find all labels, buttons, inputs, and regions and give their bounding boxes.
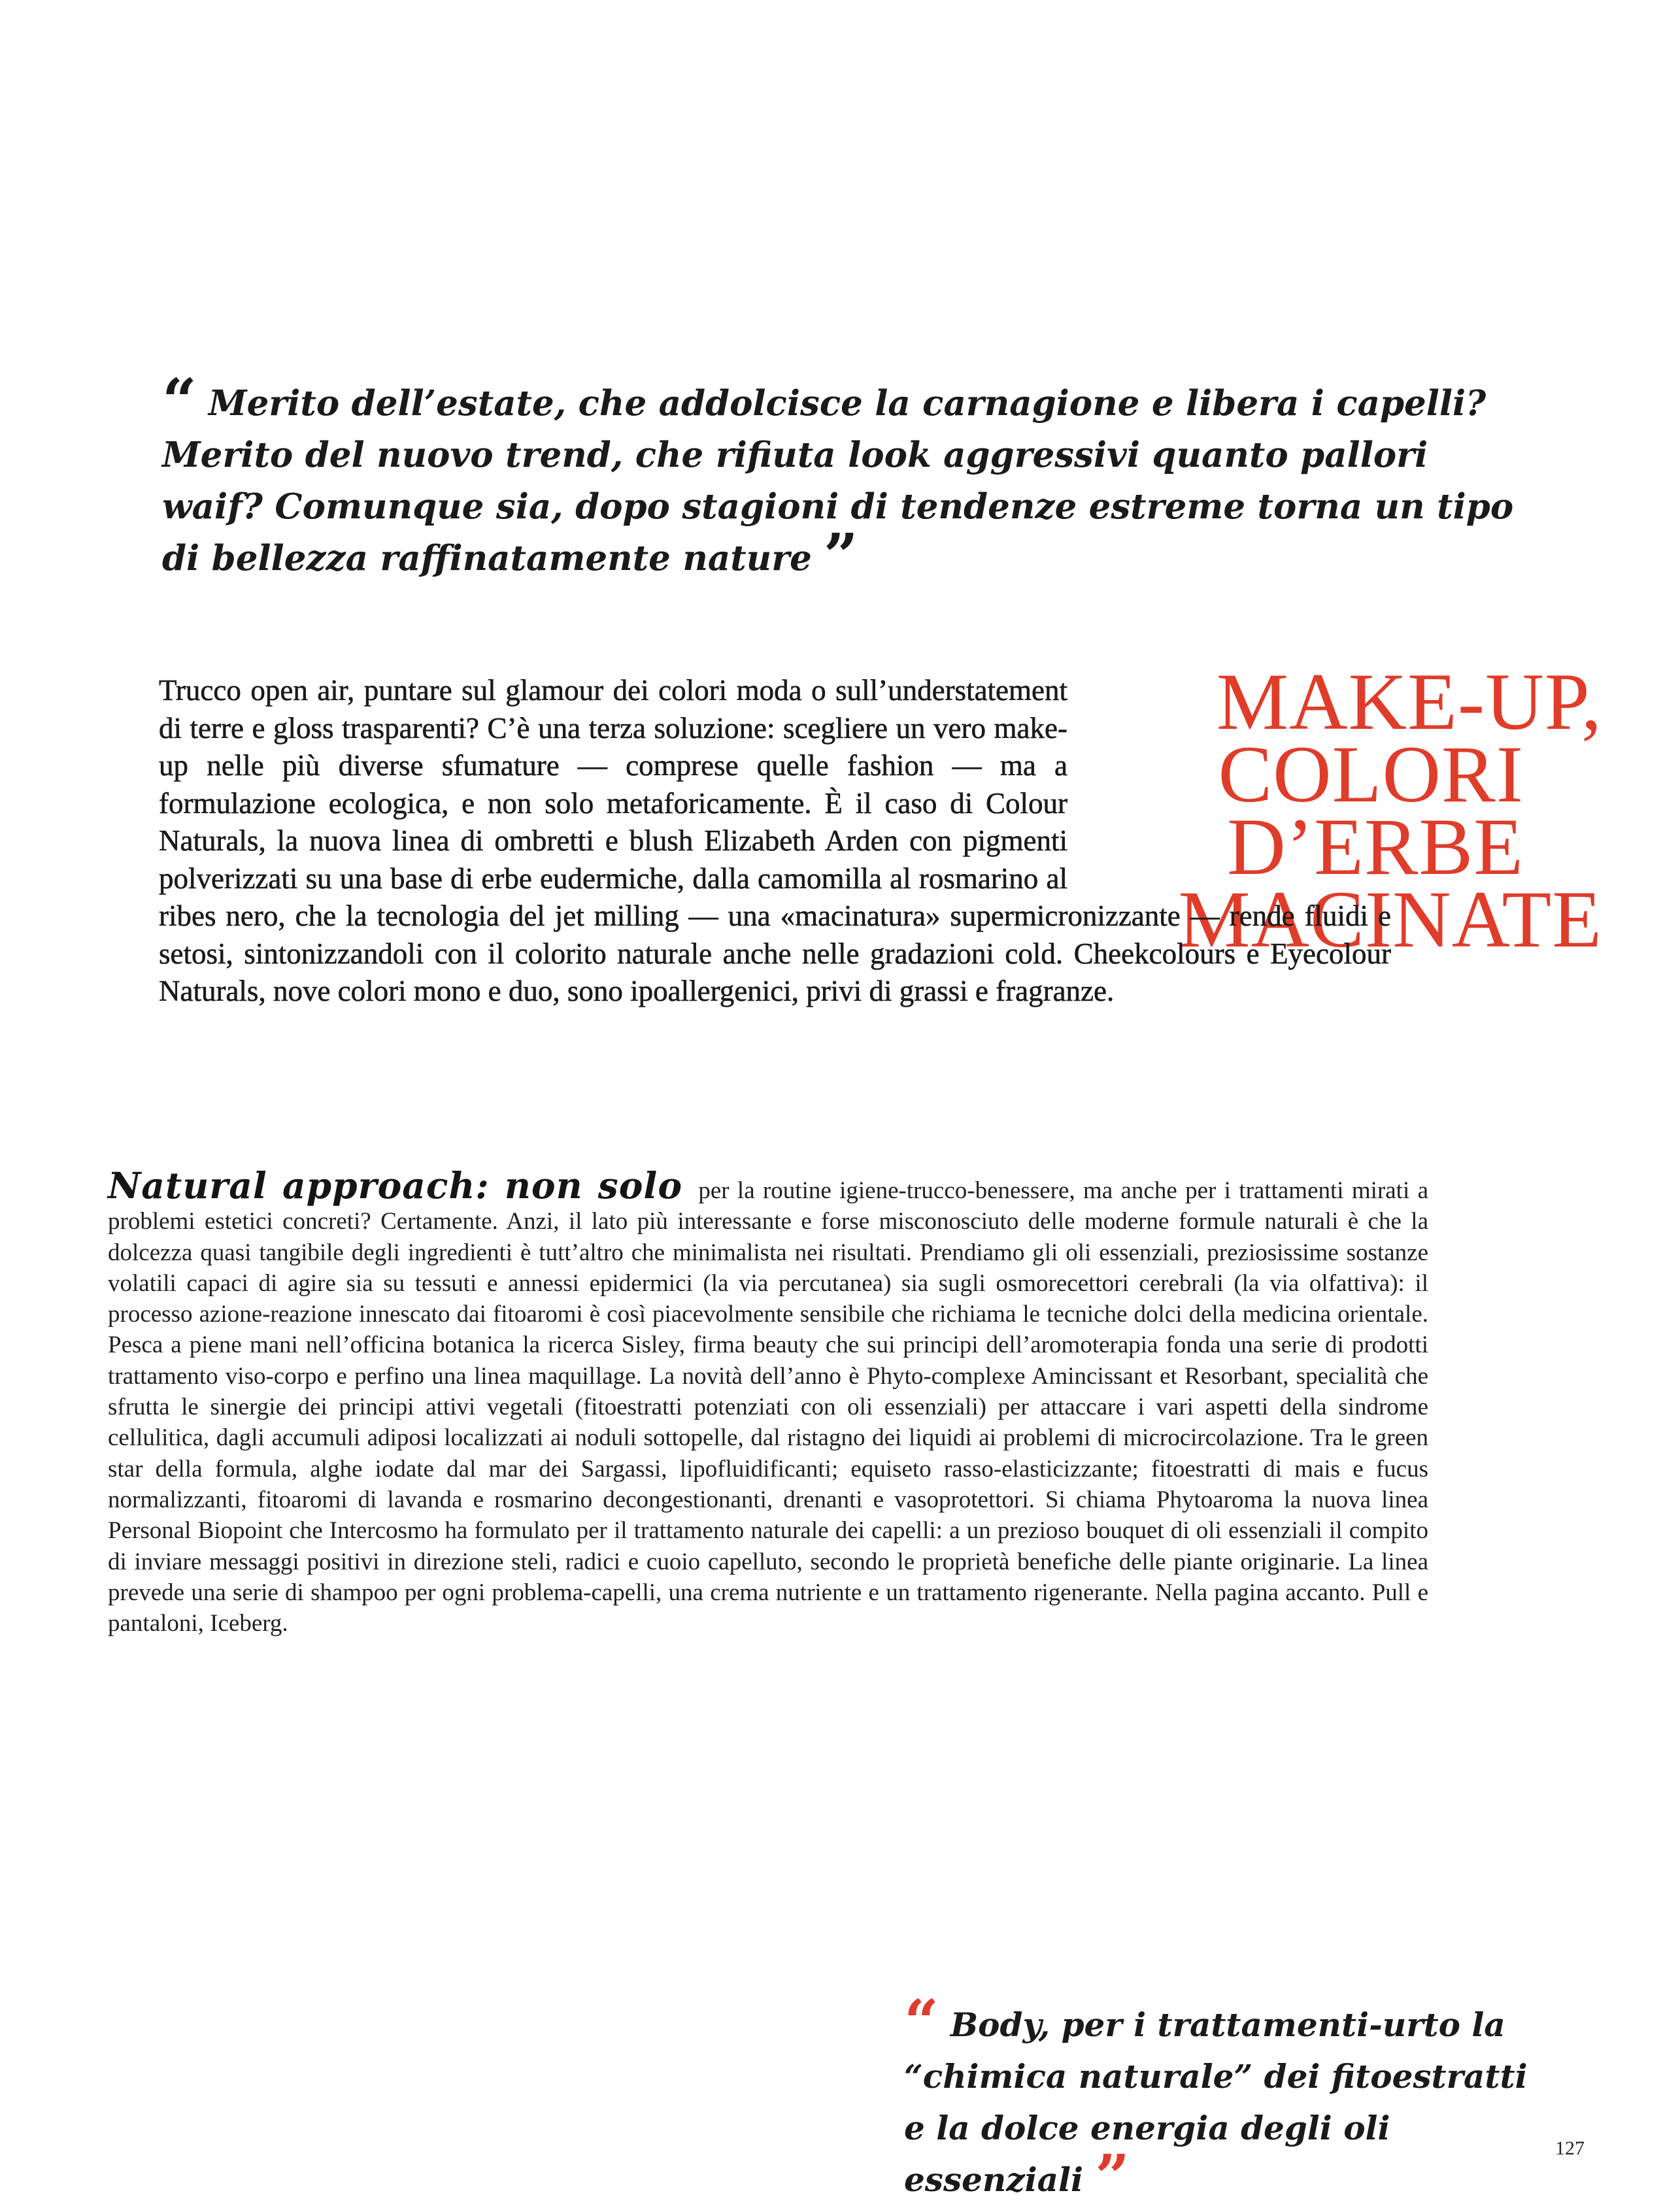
pull-quote-bottom — [904, 1986, 1532, 2212]
open-quote-mark-red: “ — [904, 1986, 933, 2057]
pull-quote-top — [162, 365, 1528, 591]
pull-quote-bottom-text: Body, per i trattamenti-urto la “chimica naturale” dei fitoestratti e la dolce energia degli oli essenziali — [904, 2005, 1528, 2199]
body-text: per la routine igiene-trucco-benessere, ma anche per i trattamenti mirati a problemi estetici concreti? Certamente. Anzi, il lato più interessante e forse misconosciuto delle moderne formule naturali è che la dolcezza quasi tangibile degli ingredienti è tutt’altro che minimalista nei risultati. Prendiamo gli oli essenziali, preziosissime sostanze volatili capaci di agire sia su tessuti e annessi epidermici (la via percutanea) sia sugli osmorecettori cerebrali (la via olfattiva): il processo azione-reazione innescato dai fitoaromi è così piacevolmente sensibile che richiama le tecniche dolci della medicina orientale. Pesca a piene mani nell’officina botanica la ricerca Sisley, firma beauty che sui principi dell’aromoterapia fonda una serie di prodotti trattamento viso-corpo e perfino una linea maquillage. La novità dell’anno è Phyto-complexe Amincissant et Resorbant, specialità che sfrutta le sinergie dei principi attivi vegetali (fitoestratti potenziati con oli essenziali) per attaccare i vari aspetti della sindrome cellulitica, dagli accumuli adiposi localizzati ai noduli sottopelle, dal ristagno dei liquidi ai problemi di microcircolazione. Tra le green star della formula, alghe iodate dal mar dei Sargassi, lipofluidificanti; equiseto rasso-elasticizzante; fitoestratti di mais e fucus normalizzanti, fitoaromi di lavanda e rosmarino decongestionanti, drenanti e vasoprotettori. Si chiama Phytoaroma la nuova linea Personal Biopoint che Intercosmo ha formulato per il trattamento naturale dei capelli: a un prezioso bouquet di oli essenziali il compito di inviare messaggi positivi in direzione steli, radici e cuoio capelluto, secondo le proprietà benefiche delle piante originarie. La linea prevede una serie di shampoo per ogni problema-capelli, una crema nutriente e un trattamento rigenerante. Nella pagina accanto. Pull e pantaloni, Iceberg. — [108, 1177, 1428, 1637]
open-quote-mark: “ — [162, 365, 192, 436]
body-paragraph — [108, 1164, 1428, 1639]
headline-line-2: COLORI D’ERBE — [1218, 729, 1524, 892]
intro-paragraph: Trucco open air, puntare sul glamour dei colori moda o sull’understatement di terre e gloss trasparenti? C’è una terza soluzione: scegliere un vero make-up nelle più diverse sfumature — comprese quelle fashion — ma a formulazione ecologica, e non solo metaforicamente. È il caso di Colour Naturals, la nuova linea di ombretti e blush Elizabeth Arden con pigmenti polverizzati su una base di erbe eudermiche, dalla camomilla al rosmarino al ribes nero, che la tecnologia del jet milling — una «macinatura» supermicronizzante — rende fluidi e setosi, sintonizzandoli con il colorito naturale anche nelle gradazioni cold. Cheekcolours e Eyecolour Naturals, nove colori mono e duo, sono ipoallergenici, privi di grassi e fragranze. — [159, 674, 1391, 1007]
body-lead-in: Natural approach: non solo — [108, 1164, 683, 1207]
headline-line-1: MAKE-UP, — [1216, 657, 1602, 746]
page-number: 127 — [1555, 2137, 1585, 2159]
headline-line-3: MACINATE — [1178, 875, 1602, 964]
pull-quote-top-text: Merito dell’estate, che addolcisce la carnagione e libera i capelli? Merito del nuovo trend, che rifiuta look aggressivi quanto pallori waif? Comunque sia, dopo stagioni di tendenze estreme torna un tipo di bellezza raffinatamente nature — [162, 383, 1514, 578]
intro-section — [159, 672, 1532, 1011]
close-quote-mark: ” — [823, 520, 853, 591]
close-quote-mark-red: ” — [1095, 2141, 1124, 2212]
